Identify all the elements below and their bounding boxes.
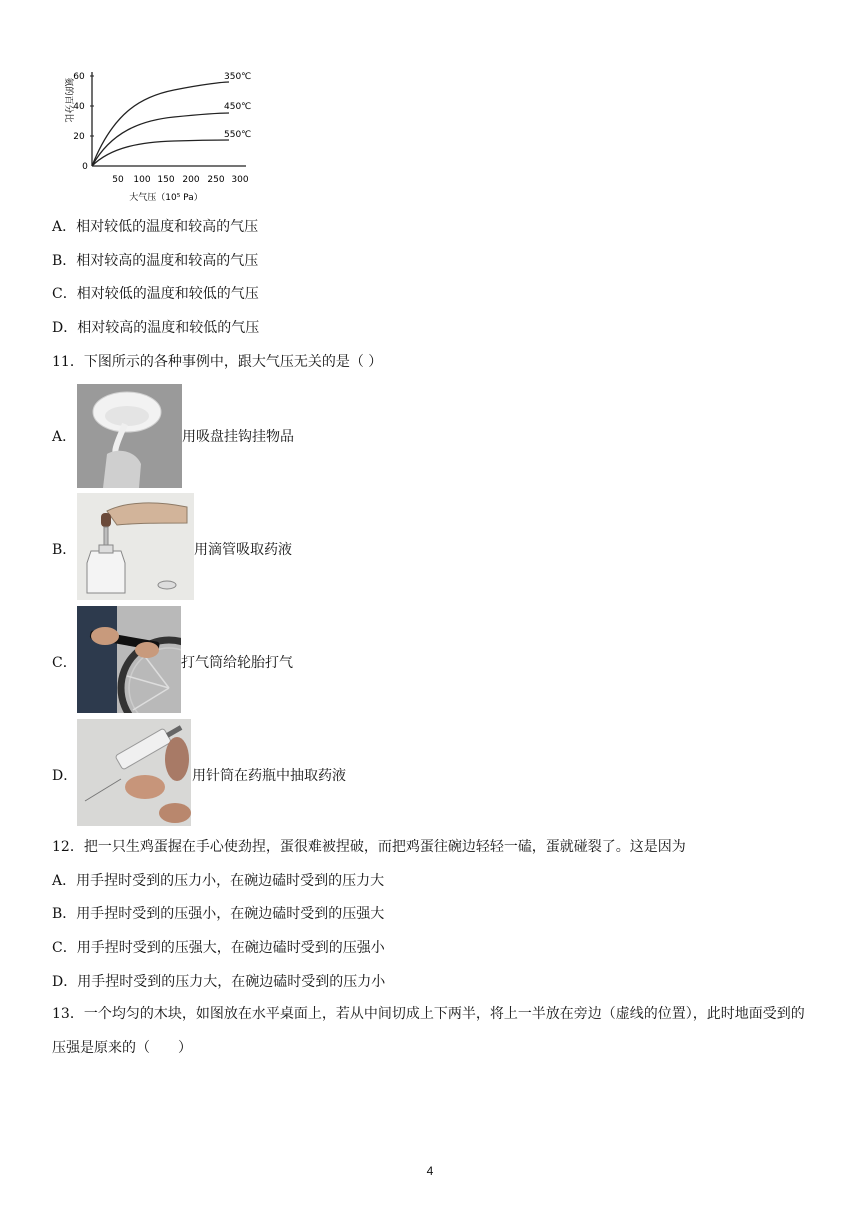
q11-option-c-letter: C． [52, 655, 77, 671]
y-tick-60: 60 [73, 72, 85, 82]
q13-stem: 13．一个均匀的木块，如图放在水平桌面上，若从中间切成上下两半，将上一半放在旁边（虚线的位置），此时地面受到的压强是原来的（ ） [52, 1006, 805, 1056]
syringe-image [77, 719, 191, 826]
q12-option-b-letter: B． [52, 906, 77, 922]
q12-option-d-letter: D． [52, 974, 78, 990]
q10-option-a [52, 217, 258, 237]
ammonia-yield-graph [54, 60, 264, 210]
q12-stem: 12．把一只生鸡蛋握在手心使劲捏，蛋很难被捏破，而把鸡蛋往碗边轻轻一磕，蛋就碰裂了。这是因为 [52, 839, 686, 855]
x-tick-150: 150 [157, 175, 175, 185]
q11-option-d-text: 用针筒在药瓶中抽取药液 [192, 768, 346, 784]
q12-option-b-text: 用手捏时受到的压强小，在碗边磕时受到的压强大 [76, 906, 385, 922]
y-tick-40: 40 [73, 102, 85, 112]
q11-option-d-letter: D． [52, 768, 78, 784]
y-tick-20: 20 [73, 132, 85, 142]
q12-option-c [52, 938, 385, 958]
q10-option-b-letter: B． [52, 253, 77, 269]
curve-label-450: 450℃ [224, 102, 252, 112]
x-tick-300: 300 [231, 175, 249, 185]
x-tick-50: 50 [112, 175, 124, 185]
dropper-image [77, 493, 194, 600]
q12-option-a-letter: A． [52, 873, 77, 889]
q10-option-d-letter: D． [52, 320, 78, 336]
curve-label-550: 550℃ [224, 130, 252, 140]
q11-option-b [52, 493, 352, 600]
curve-450 [92, 113, 229, 166]
q11-option-c [52, 606, 352, 713]
q11-option-c-text: 打气筒给轮胎打气 [181, 655, 293, 671]
q11-option-b-letter: B． [52, 542, 77, 558]
q10-option-a-text: 相对较低的温度和较高的气压 [76, 219, 259, 235]
q12-option-c-letter: C． [52, 940, 77, 956]
q10-option-c [52, 284, 259, 304]
x-tick-250: 250 [207, 175, 225, 185]
q11-option-b-text: 用滴管吸取药液 [194, 542, 292, 558]
q10-option-b [52, 251, 258, 271]
q12-option-c-text: 用手捏时受到的压强大，在碗边磕时受到的压强小 [76, 940, 385, 956]
q10-option-d-text: 相对较高的温度和较低的气压 [77, 320, 260, 336]
q10-option-c-letter: C． [52, 286, 77, 302]
q12-option-a [52, 871, 384, 891]
suction-hook-image [77, 384, 182, 488]
q11-option-a-text: 用吸盘挂钩挂物品 [182, 429, 294, 445]
q12-option-a-text: 用手捏时受到的压力小，在碗边磕时受到的压力大 [76, 873, 385, 889]
q12-option-d [52, 972, 385, 992]
q11-option-a [52, 384, 352, 488]
q12-option-d-text: 用手捏时受到的压力大，在碗边磕时受到的压力小 [77, 974, 386, 990]
q10-option-b-text: 相对较高的温度和较高的气压 [76, 253, 259, 269]
q10-option-d [52, 318, 259, 338]
page-number: 4 [426, 1164, 434, 1178]
x-tick-200: 200 [182, 175, 200, 185]
q11-stem: 11．下图所示的各种事例中，跟大气压无关的是（ ） [52, 354, 383, 370]
q10-option-c-text: 相对较低的温度和较低的气压 [76, 286, 259, 302]
x-tick-100: 100 [133, 175, 151, 185]
graph-y-label: 氨的百分比 [63, 77, 73, 123]
q11-option-d [52, 719, 372, 826]
q10-option-a-letter: A． [52, 219, 77, 235]
graph-x-label: 大气压（10⁵ Pa） [129, 193, 203, 203]
bicycle-pump-image [77, 606, 181, 713]
q11-option-a-letter: A． [52, 429, 77, 445]
curve-550 [92, 140, 229, 166]
curve-label-350: 350℃ [224, 72, 252, 82]
q12-option-b [52, 904, 384, 924]
y-tick-0: 0 [82, 162, 88, 172]
curve-350 [92, 82, 229, 166]
